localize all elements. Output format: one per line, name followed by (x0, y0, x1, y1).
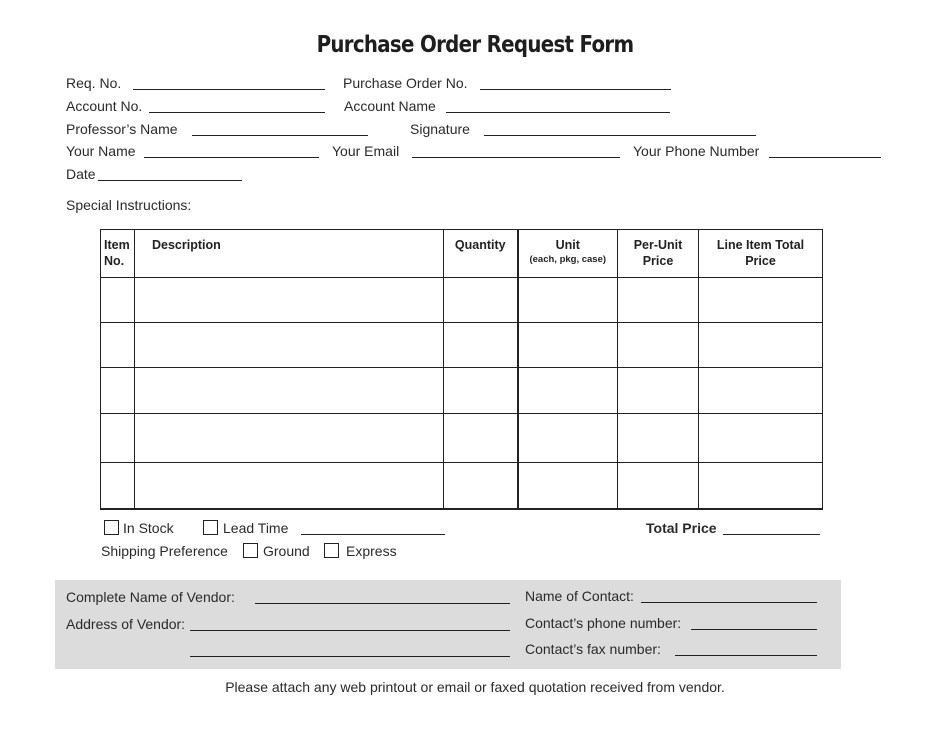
form-title: Purchase Order Request Form (316, 32, 634, 58)
your-phone-field[interactable] (769, 157, 881, 158)
header-unit: Unit (each, pkg, case) (518, 230, 618, 278)
unit-cell[interactable] (518, 278, 618, 323)
unit-cell[interactable] (518, 323, 618, 368)
table-row (101, 323, 823, 368)
your-email-field[interactable] (412, 157, 620, 158)
account-name-field[interactable] (446, 112, 670, 113)
per-unit-price-cell[interactable] (618, 414, 699, 463)
your-name-label: Your Name (66, 143, 136, 159)
signature-label: Signature (410, 121, 470, 137)
contact-phone-field[interactable] (691, 629, 817, 630)
item-no-cell[interactable] (101, 414, 135, 463)
quantity-cell[interactable] (444, 463, 518, 509)
contact-name-field[interactable] (641, 602, 817, 603)
lead-time-field[interactable] (301, 534, 445, 535)
table-row (101, 278, 823, 323)
signature-field[interactable] (484, 135, 756, 136)
express-label: Express (346, 543, 397, 559)
item-no-cell[interactable] (101, 368, 135, 414)
your-email-label: Your Email (332, 143, 400, 159)
header-item-no: Item No. (101, 230, 135, 278)
req-no-label: Req. No. (66, 75, 122, 91)
header-description: Description (135, 230, 444, 278)
shipping-preference-label: Shipping Preference (101, 543, 228, 559)
per-unit-price-cell[interactable] (618, 368, 699, 414)
contact-fax-label: Contact’s fax number: (525, 641, 661, 657)
description-cell[interactable] (135, 323, 444, 368)
req-no-field[interactable] (133, 89, 325, 90)
special-instructions-label: Special Instructions: (66, 197, 192, 213)
vendor-name-label: Complete Name of Vendor: (66, 589, 235, 605)
account-no-field[interactable] (149, 112, 325, 113)
account-name-label: Account Name (344, 98, 436, 114)
in-stock-label: In Stock (123, 520, 174, 536)
quantity-cell[interactable] (444, 278, 518, 323)
table-header-row (101, 230, 823, 278)
vendor-address-field[interactable] (190, 630, 510, 631)
item-no-cell[interactable] (101, 323, 135, 368)
contact-phone-label: Contact’s phone number: (525, 615, 682, 631)
total-price-label: Total Price (646, 520, 717, 536)
ground-label: Ground (263, 543, 310, 559)
unit-cell[interactable] (518, 414, 618, 463)
table-row (101, 414, 823, 463)
account-no-label: Account No. (66, 98, 143, 114)
per-unit-price-cell[interactable] (618, 278, 699, 323)
line-total-cell[interactable] (699, 463, 823, 509)
vendor-address-field-2[interactable] (190, 656, 510, 657)
items-table (100, 229, 823, 510)
description-cell[interactable] (135, 368, 444, 414)
table-row (101, 368, 823, 414)
line-total-cell[interactable] (699, 323, 823, 368)
header-per-unit-price: Per-Unit Price (618, 230, 699, 278)
description-cell[interactable] (135, 463, 444, 509)
footer-note: Please attach any web printout or email or faxed quotation received from vendor. (225, 679, 725, 695)
express-checkbox[interactable] (324, 543, 339, 558)
vendor-name-field[interactable] (255, 603, 510, 604)
quantity-cell[interactable] (444, 368, 518, 414)
per-unit-price-cell[interactable] (618, 463, 699, 509)
professor-name-label: Professor’s Name (66, 121, 178, 137)
contact-fax-field[interactable] (675, 655, 817, 656)
lead-time-label: Lead Time (223, 520, 289, 536)
professor-name-field[interactable] (192, 135, 368, 136)
line-total-cell[interactable] (699, 278, 823, 323)
unit-cell[interactable] (518, 368, 618, 414)
item-no-cell[interactable] (101, 463, 135, 509)
per-unit-price-cell[interactable] (618, 323, 699, 368)
in-stock-checkbox[interactable] (104, 520, 119, 535)
unit-cell[interactable] (518, 463, 618, 509)
quantity-cell[interactable] (444, 323, 518, 368)
quantity-cell[interactable] (444, 414, 518, 463)
po-no-label: Purchase Order No. (343, 75, 468, 91)
date-field[interactable] (98, 180, 242, 181)
lead-time-checkbox[interactable] (203, 520, 218, 535)
description-cell[interactable] (135, 414, 444, 463)
your-name-field[interactable] (144, 157, 319, 158)
ground-checkbox[interactable] (243, 543, 258, 558)
header-line-item-total: Line Item Total Price (699, 230, 823, 278)
date-label: Date (66, 166, 96, 182)
total-price-field[interactable] (723, 534, 820, 535)
line-total-cell[interactable] (699, 368, 823, 414)
vendor-address-label: Address of Vendor: (66, 616, 186, 632)
item-no-cell[interactable] (101, 278, 135, 323)
table-row (101, 463, 823, 509)
your-phone-label: Your Phone Number (633, 143, 760, 159)
line-total-cell[interactable] (699, 414, 823, 463)
description-cell[interactable] (135, 278, 444, 323)
po-no-field[interactable] (480, 89, 671, 90)
contact-name-label: Name of Contact: (525, 588, 634, 604)
header-quantity: Quantity (444, 230, 518, 278)
